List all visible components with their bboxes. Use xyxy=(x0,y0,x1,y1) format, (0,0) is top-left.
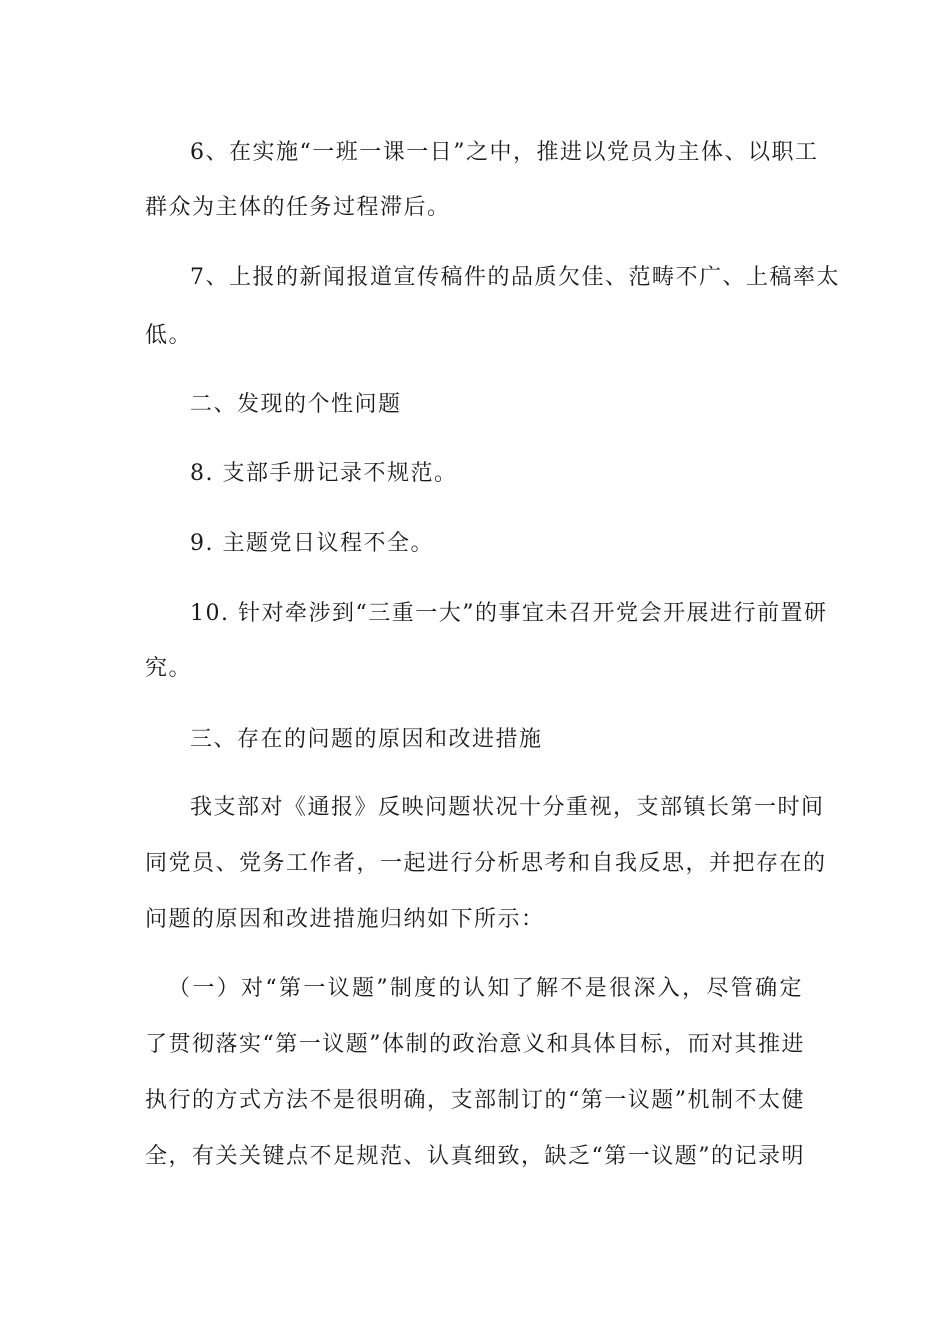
item-10-line-2: 究。 xyxy=(145,656,193,681)
subsection-1-line-3: 执行的方式方法不是很明确，支部制订的“第一议题”机制不太健 xyxy=(145,1088,805,1113)
item-7-line-2: 低。 xyxy=(145,323,193,348)
subsection-1-line-4: 全，有关关键点不足规范、认真细致，缺乏“第一议题”的记录明 xyxy=(145,1144,805,1169)
subsection-1-line-2: 了贯彻落实“第一议题”体制的政治意义和具体目标，而对其推进 xyxy=(145,1032,805,1057)
item-7-line-1: 7、上报的新闻报道宣传稿件的品质欠佳、范畴不广、上稿率太 xyxy=(190,265,840,290)
item-6-line-1: 6、在实施“一班一课一日”之中，推进以党员为主体、以职工 xyxy=(190,140,819,165)
paragraph-line-3: 问题的原因和改进措施归纳如下所示： xyxy=(145,907,545,932)
item-10-line-1: 10. 针对牵涉到“三重一大”的事宜未召开党会开展进行前置研 xyxy=(190,601,828,626)
paragraph-line-1: 我支部对《通报》反映问题状况十分重视，支部镇长第一时间 xyxy=(190,795,825,820)
item-9: 9. 主题党日议程不全。 xyxy=(190,531,434,556)
section-2-heading: 二、发现的个性问题 xyxy=(190,392,402,417)
item-8: 8. 支部手册记录不规范。 xyxy=(190,461,458,486)
subsection-1-line-1: （一）对“第一议题”制度的认知了解不是很深入，尽管确定 xyxy=(168,976,803,1001)
section-3-heading: 三、存在的问题的原因和改进措施 xyxy=(190,727,543,752)
item-6-line-2: 群众为主体的任务过程滞后。 xyxy=(145,195,451,220)
paragraph-line-2: 同党员、党务工作者，一起进行分析思考和自我反思，并把存在的 xyxy=(145,851,827,876)
